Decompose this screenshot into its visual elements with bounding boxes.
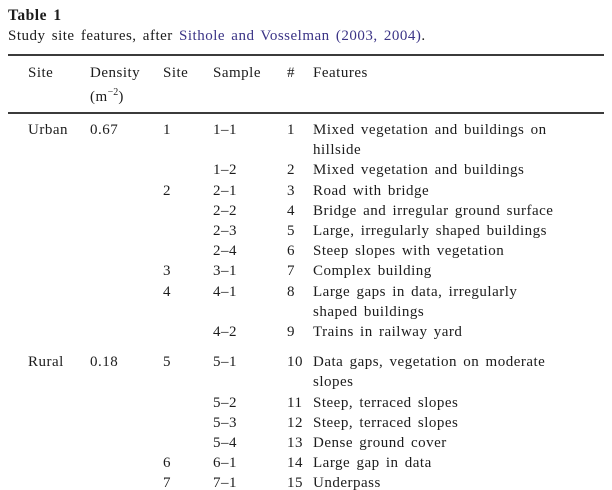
cell-density xyxy=(90,241,163,261)
column-header-site: Site xyxy=(8,56,90,113)
cell-sample: 5–3 xyxy=(213,414,237,431)
cell-sample-site xyxy=(163,322,213,342)
cell-sample: 4–2 xyxy=(213,324,237,341)
cell-features: Steep, terraced slopes xyxy=(313,414,459,431)
cell-sample-site xyxy=(163,221,213,241)
cell-sample: 3–1 xyxy=(213,263,237,280)
section-spacer-cell xyxy=(8,342,604,352)
cell-number: 4 xyxy=(287,202,295,219)
cell-number: 15 xyxy=(287,475,303,490)
cell-sample-site: 5 xyxy=(163,354,171,371)
cell-features: Road with bridge xyxy=(313,182,430,199)
table-row xyxy=(8,473,604,490)
cell-sample: 5–4 xyxy=(213,435,237,452)
cell-features: Mixed vegetation and buildings xyxy=(313,162,525,179)
cell-sample: 2–3 xyxy=(213,223,237,240)
cell-site xyxy=(8,413,90,433)
cell-density: 0.18 xyxy=(90,354,119,371)
cell-sample-site: 7 xyxy=(163,475,171,490)
cell-site: Urban xyxy=(28,122,68,138)
cell-number: 7 xyxy=(287,263,295,280)
cell-sample: 5–1 xyxy=(213,354,237,371)
cell-number: 9 xyxy=(287,324,295,341)
cell-number: 2 xyxy=(287,162,295,179)
cell-sample: 2–4 xyxy=(213,243,237,260)
cell-site xyxy=(8,160,90,180)
cell-density xyxy=(90,433,163,453)
table-row xyxy=(8,221,604,241)
cell-sample-site: 6 xyxy=(163,455,171,472)
citation-link[interactable]: Sithole and Vosselman (2003, 2004) xyxy=(179,28,422,44)
column-header-sample: Sample xyxy=(213,56,287,113)
cell-density xyxy=(90,282,163,322)
cell-site xyxy=(8,241,90,261)
table-row xyxy=(8,282,604,322)
cell-density xyxy=(90,201,163,221)
cell-sample-site xyxy=(163,393,213,413)
cell-site xyxy=(8,393,90,413)
cell-site xyxy=(8,201,90,221)
cell-sample: 4–1 xyxy=(213,283,237,300)
cell-features: Complex building xyxy=(313,263,432,280)
cell-sample-site xyxy=(163,241,213,261)
cell-features: Large gap in data xyxy=(313,455,432,472)
column-header-density: Density $(m^{-2})$ xyxy=(90,56,163,113)
cell-number: 12 xyxy=(287,414,303,431)
cell-number: 11 xyxy=(287,394,303,411)
cell-site: Rural xyxy=(28,354,64,371)
cell-density xyxy=(90,261,163,281)
cell-site xyxy=(8,221,90,241)
study-site-features-table xyxy=(8,56,604,490)
cell-site xyxy=(8,473,90,490)
cell-sample-site: 1 xyxy=(163,122,171,138)
cell-features: Large gaps in data, irregularly shaped buildings xyxy=(313,283,518,320)
cell-sample: 2–2 xyxy=(213,202,237,219)
table-row xyxy=(8,181,604,201)
cell-sample-site: 4 xyxy=(163,283,171,300)
cell-density xyxy=(90,413,163,433)
caption-text-suffix: . xyxy=(421,28,426,44)
table-row xyxy=(8,113,604,160)
cell-sample-site xyxy=(163,160,213,180)
cell-sample-site xyxy=(163,433,213,453)
cell-features: Data gaps, vegetation on moderate slopes xyxy=(313,354,546,391)
cell-density xyxy=(90,453,163,473)
cell-number: 3 xyxy=(287,182,295,199)
table-row xyxy=(8,433,604,453)
table-header xyxy=(8,56,604,113)
column-header-features: Features xyxy=(313,56,604,113)
cell-site xyxy=(8,433,90,453)
cell-features: Bridge and irregular ground surface xyxy=(313,202,554,219)
section-spacer-row xyxy=(8,342,604,352)
cell-sample-site xyxy=(163,201,213,221)
cell-density xyxy=(90,473,163,490)
cell-sample-site: 2 xyxy=(163,182,171,199)
table-row xyxy=(8,453,604,473)
cell-density xyxy=(90,160,163,180)
table-caption xyxy=(8,26,604,46)
table-row xyxy=(8,160,604,180)
cell-features: Underpass xyxy=(313,475,381,490)
cell-features: Steep, terraced slopes xyxy=(313,394,459,411)
cell-site xyxy=(8,181,90,201)
table-title: Table 1 xyxy=(8,7,62,24)
cell-features: Mixed vegetation and buildings on hillside xyxy=(313,122,547,159)
cell-density: 0.67 xyxy=(90,122,119,138)
cell-sample-site xyxy=(163,413,213,433)
cell-sample: 1–1 xyxy=(213,122,237,138)
table-row xyxy=(8,241,604,261)
table-row xyxy=(8,322,604,342)
cell-site xyxy=(8,322,90,342)
cell-density xyxy=(90,322,163,342)
table-row xyxy=(8,201,604,221)
cell-sample-site: 3 xyxy=(163,263,171,280)
cell-density xyxy=(90,181,163,201)
cell-site xyxy=(8,261,90,281)
caption-text-prefix: Study site features, after xyxy=(8,28,180,44)
table-row xyxy=(8,413,604,433)
cell-sample: 1–2 xyxy=(213,162,237,179)
cell-number: 8 xyxy=(287,283,295,300)
cell-number: 14 xyxy=(287,455,303,472)
cell-features: Large, irregularly shaped buildings xyxy=(313,223,547,240)
cell-features: Dense ground cover xyxy=(313,435,447,452)
cell-number: 13 xyxy=(287,435,303,452)
column-header-sample-site: Site xyxy=(163,56,213,113)
cell-density xyxy=(90,393,163,413)
cell-site xyxy=(8,282,90,322)
cell-number: 1 xyxy=(287,122,295,138)
cell-sample: 7–1 xyxy=(213,475,237,490)
cell-features: Trains in railway yard xyxy=(313,324,463,341)
cell-number: 5 xyxy=(287,223,295,240)
table-header-row xyxy=(8,56,604,113)
cell-features: Steep slopes with vegetation xyxy=(313,243,505,260)
cell-sample: 2–1 xyxy=(213,182,237,199)
cell-sample: 5–2 xyxy=(213,394,237,411)
cell-number: 10 xyxy=(287,354,303,371)
table-row xyxy=(8,393,604,413)
cell-site xyxy=(8,453,90,473)
table-row xyxy=(8,352,604,392)
column-header-number: # xyxy=(287,56,313,113)
cell-density xyxy=(90,221,163,241)
table-row xyxy=(8,261,604,281)
table-body xyxy=(8,113,604,490)
cell-sample: 6–1 xyxy=(213,455,237,472)
cell-number: 6 xyxy=(287,243,295,260)
